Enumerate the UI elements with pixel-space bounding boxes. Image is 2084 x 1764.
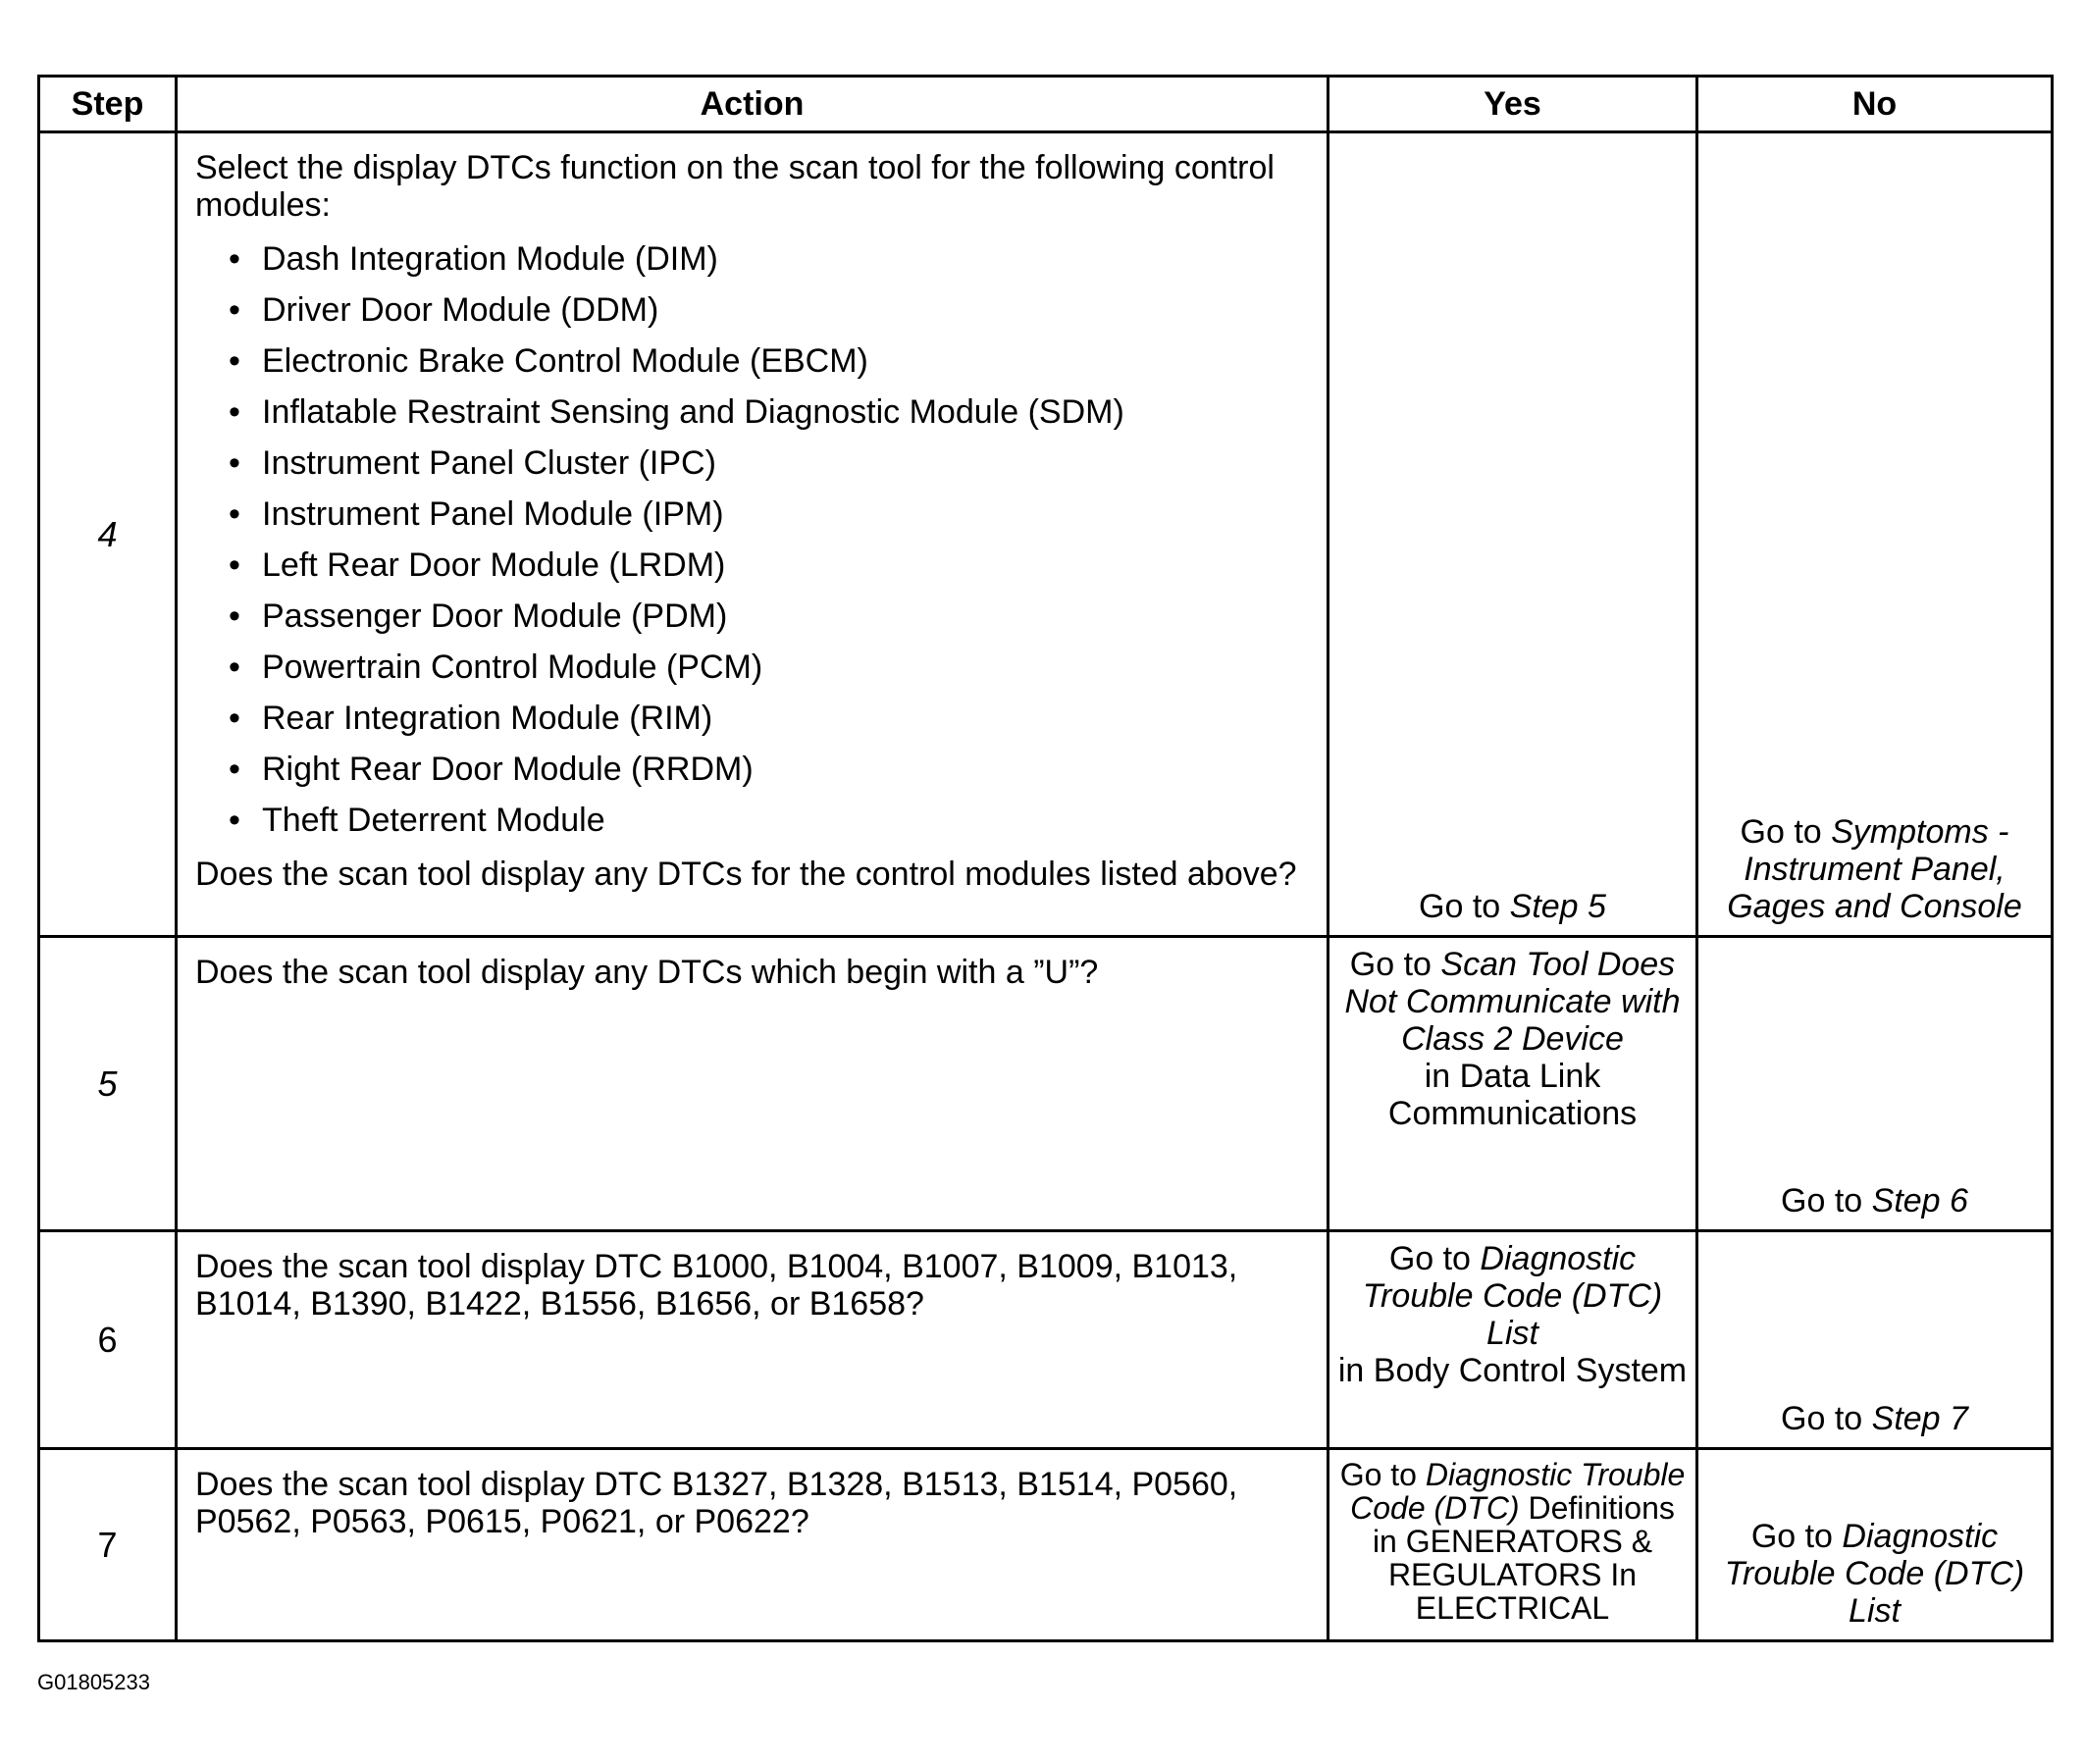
- yes-suffix: in Body Control System: [1337, 1352, 1688, 1389]
- step-number: 7: [39, 1449, 177, 1641]
- yes-prefix: Go to: [1339, 1457, 1426, 1492]
- yes-link[interactable]: Diagnostic Trouble Code (DTC) List: [1362, 1240, 1663, 1352]
- header-action: Action: [177, 77, 1329, 132]
- module-list: [195, 233, 1309, 846]
- figure-id: G01805233: [37, 1670, 150, 1694]
- header-row: [39, 77, 2053, 132]
- yes-link[interactable]: Scan Tool Does Not Communicate with Class 2 Device: [1344, 946, 1681, 1058]
- list-item: • Passenger Door Module (PDM): [262, 591, 1309, 642]
- list-item: • Dash Integration Module (DIM): [262, 233, 1309, 285]
- no-prefix: Go to: [1781, 1182, 1872, 1219]
- step-number: 4: [39, 132, 177, 937]
- list-item: • Right Rear Door Module (RRDM): [262, 744, 1309, 795]
- yes-cell: [1329, 132, 1697, 937]
- list-item: • Theft Deterrent Module: [262, 795, 1309, 846]
- yes-suffix: Definitions in GENERATORS & REGULATORS In ELECTRICAL: [1372, 1490, 1675, 1626]
- no-prefix: Go to: [1781, 1400, 1872, 1437]
- list-item: • Driver Door Module (DDM): [262, 285, 1309, 336]
- action-question: Does the scan tool display DTC B1000, B1004, B1007, B1009, B1013, B1014, B1390, B1422, B1556, B1656, or B1658?: [195, 1248, 1238, 1323]
- table-row: [39, 937, 2053, 1231]
- yes-cell: [1329, 1231, 1697, 1449]
- yes-cell: [1329, 1449, 1697, 1641]
- action-cell: [177, 937, 1329, 1231]
- no-cell: [1697, 132, 2053, 937]
- action-cell: [177, 132, 1329, 937]
- diagnostic-table: [37, 75, 2054, 1642]
- list-item: • Instrument Panel Cluster (IPC): [262, 438, 1309, 489]
- yes-link[interactable]: Diagnostic Trouble Code (DTC): [1350, 1457, 1686, 1526]
- action-question: Does the scan tool display any DTCs for the control modules listed above?: [195, 856, 1297, 893]
- no-prefix: Go to: [1740, 813, 1832, 851]
- list-item: • Left Rear Door Module (LRDM): [262, 540, 1309, 591]
- list-item: • Electronic Brake Control Module (EBCM): [262, 336, 1309, 387]
- step-number: 6: [39, 1231, 177, 1449]
- action-intro: Select the display DTCs function on the scan tool for the following control modules:: [195, 149, 1275, 224]
- header-no: No: [1697, 77, 2053, 132]
- action-question: Does the scan tool display any DTCs which begin with a ”U”?: [195, 954, 1099, 991]
- step-number: 5: [39, 937, 177, 1231]
- no-cell: [1697, 1449, 2053, 1641]
- yes-prefix: Go to: [1419, 888, 1510, 925]
- no-link[interactable]: Step 7: [1871, 1400, 1968, 1437]
- no-link[interactable]: Symptoms - Instrument Panel, Gages and Console: [1727, 813, 2022, 925]
- no-link[interactable]: Diagnostic Trouble Code (DTC) List: [1724, 1518, 2025, 1630]
- action-cell: [177, 1449, 1329, 1641]
- table-row: [39, 132, 2053, 937]
- list-item: • Rear Integration Module (RIM): [262, 693, 1309, 744]
- table-row: [39, 1231, 2053, 1449]
- yes-prefix: Go to: [1349, 946, 1441, 983]
- no-cell: [1697, 937, 2053, 1231]
- header-step: Step: [39, 77, 177, 132]
- yes-prefix: Go to: [1388, 1240, 1481, 1277]
- yes-suffix: in Data Link Communications: [1387, 1058, 1638, 1132]
- no-cell: [1697, 1231, 2053, 1449]
- action-question: Does the scan tool display DTC B1327, B1328, B1513, B1514, P0560, P0562, P0563, P0615, P0621, or P0622?: [195, 1466, 1238, 1540]
- list-item: • Inflatable Restraint Sensing and Diagnostic Module (SDM): [262, 387, 1309, 438]
- header-yes: Yes: [1329, 77, 1697, 132]
- no-link[interactable]: Step 6: [1871, 1182, 1968, 1219]
- yes-link[interactable]: Step 5: [1509, 888, 1606, 925]
- list-item: • Powertrain Control Module (PCM): [262, 642, 1309, 693]
- action-cell: [177, 1231, 1329, 1449]
- yes-cell: [1329, 937, 1697, 1231]
- list-item: • Instrument Panel Module (IPM): [262, 489, 1309, 540]
- table-row: [39, 1449, 2053, 1641]
- no-prefix: Go to: [1750, 1518, 1843, 1555]
